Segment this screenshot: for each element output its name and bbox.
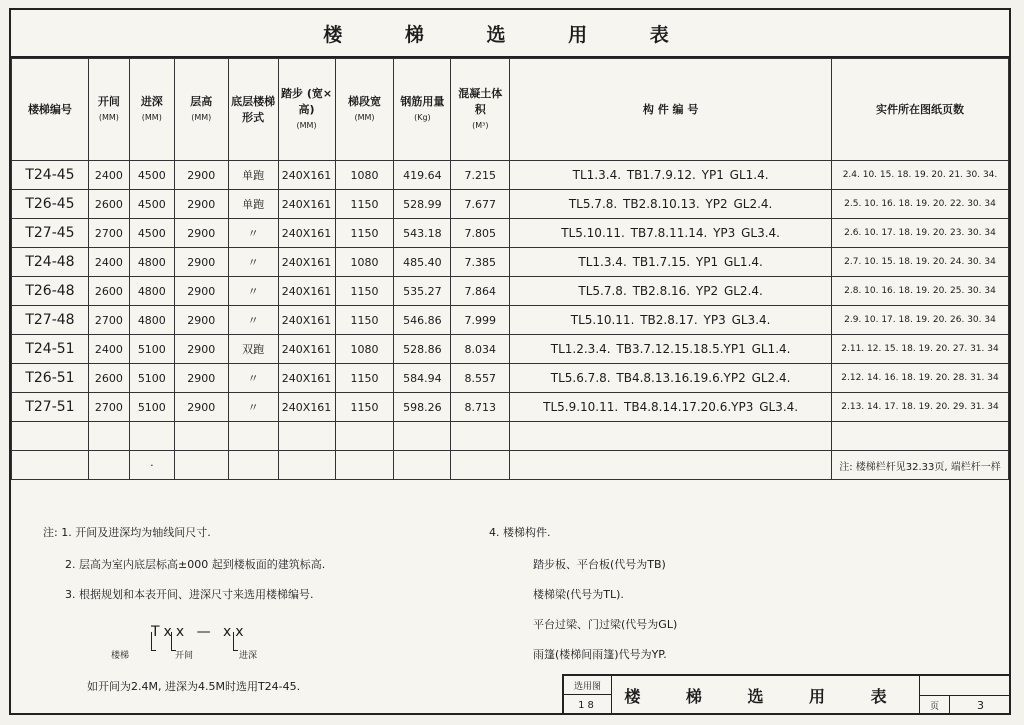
cell-step: 240X161 [278,306,335,335]
cell-steel: 419.64 [394,161,451,190]
cell-steel: 598.26 [394,393,451,422]
column-header-label: 层高 [190,94,213,108]
column-header [174,59,228,161]
cell-form: 单跑 [228,161,278,190]
cell-code: T27-51 [12,393,89,422]
cell-code: T26-51 [12,364,89,393]
cell-step: 240X161 [278,277,335,306]
cell-height: 2900 [174,161,228,190]
cell-depth: 4800 [129,306,174,335]
note-example: 如开间为2.4M, 进深为4.5M时选用T24-45. [87,680,301,693]
column-header-unit: (MM) [296,120,317,130]
cell-step: 240X161 [278,335,335,364]
cell-height: 2900 [174,277,228,306]
cell-height: 2900 [174,335,228,364]
cell-depth: 4500 [129,219,174,248]
cell-concrete: 7.677 [451,190,510,219]
cell-concrete: 8.034 [451,335,510,364]
cell-bay: 2600 [88,364,129,393]
cell-bay: 2700 [88,219,129,248]
stair-selection-table [11,58,1009,480]
column-header-label: 进深 [140,94,163,108]
note-2: 2. 层高为室内底层标高±000 起到楼板面的建筑标高. [65,558,326,571]
table-header-row [12,59,1009,161]
blank-cell [831,422,1008,451]
column-header-label: 混凝土体积 [458,86,503,116]
cell-bay: 2400 [88,161,129,190]
blank-cell [12,451,89,480]
column-header-unit: (Kg) [414,112,431,122]
cell-components: TL5.7.8. TB2.8.16. YP2 GL2.4. [510,277,832,306]
cell-form: 双跑 [228,335,278,364]
column-header [12,59,89,161]
column-header-label: 底层楼梯形式 [231,94,276,124]
column-header-label: 实件所在图纸页数 [875,102,964,116]
component-item-tl: 楼梯梁(代号为TL). [533,588,624,601]
cell-height: 2900 [174,190,228,219]
blank-cell [228,451,278,480]
cell-components: TL5.9.10.11. TB4.8.14.17.20.6.YP3 GL3.4. [510,393,832,422]
cell-steel: 535.27 [394,277,451,306]
blank-cell [335,451,394,480]
table-row [12,393,1009,422]
cell-pages: 2.12. 14. 16. 18. 19. 20. 28. 31. 34 [831,364,1008,393]
component-item-yp: 雨篷(楼梯间雨篷)代号为YP. [533,648,667,661]
blank-cell [174,451,228,480]
cell-bay: 2400 [88,248,129,277]
cell-components: TL1.3.4. TB1.7.9.12. YP1 GL1.4. [510,161,832,190]
column-header-label: 构 件 编 号 [642,102,699,116]
column-header-label: 楼梯编号 [27,102,72,116]
cell-step: 240X161 [278,364,335,393]
column-header-label: 开间 [97,94,120,108]
formula-text: Txx — xx [151,624,248,640]
cell-code: T26-45 [12,190,89,219]
cell-steel: 584.94 [394,364,451,393]
blank-cell [278,451,335,480]
cell-concrete: 7.215 [451,161,510,190]
railing-note: 注: 楼梯栏杆见32.33页, 端栏杆一样 [831,451,1008,480]
cell-concrete: 8.557 [451,364,510,393]
blank-cell [228,422,278,451]
blank-cell [174,422,228,451]
titleblock-title: 楼 梯 选 用 表 [612,676,920,715]
cell-depth: 4800 [129,248,174,277]
cell-width: 1150 [335,393,394,422]
note-1: 注: 1. 开间及进深均为轴线间尺寸. [43,526,211,539]
blank-cell [88,422,129,451]
cell-step: 240X161 [278,248,335,277]
cell-pages: 2.6. 10. 17. 18. 19. 20. 23. 30. 34 [831,219,1008,248]
cell-pages: 2.8. 10. 16. 18. 19. 20. 25. 30. 34 [831,277,1008,306]
cell-steel: 485.40 [394,248,451,277]
cell-components: TL5.7.8. TB2.8.10.13. YP2 GL2.4. [510,190,832,219]
blank-cell [278,422,335,451]
cell-form: 单跑 [228,190,278,219]
cell-depth: 4500 [129,190,174,219]
cell-height: 2900 [174,219,228,248]
component-item-tb: 踏步板、平台板(代号为TB) [533,558,666,571]
column-header [831,59,1008,161]
cell-pages: 2.13. 14. 17. 18. 19. 20. 29. 31. 34 [831,393,1008,422]
column-header [335,59,394,161]
cell-steel: 543.18 [394,219,451,248]
blank-cell [510,451,832,480]
cell-components: TL1.2.3.4. TB3.7.12.15.18.5.YP1 GL1.4. [510,335,832,364]
cell-depth: 4500 [129,161,174,190]
cell-form: 〃 [228,248,278,277]
cell-form: 〃 [228,364,278,393]
cell-components: TL5.10.11. TB2.8.17. YP3 GL3.4. [510,306,832,335]
cell-components: TL1.3.4. TB1.7.15. YP1 GL1.4. [510,248,832,277]
cell-form: 〃 [228,306,278,335]
blank-cell [335,422,394,451]
table-row [12,306,1009,335]
formula-label-stair: 楼梯 [111,651,130,661]
cell-code: T24-48 [12,248,89,277]
cell-pages: 2.5. 10. 16. 18. 19. 20. 22. 30. 34 [831,190,1008,219]
cell-bay: 2400 [88,335,129,364]
column-header-unit: (MM) [141,112,162,122]
blank-row [12,422,1009,451]
cell-pages: 2.4. 10. 15. 18. 19. 20. 21. 30. 34. [831,161,1008,190]
sheet-title: 楼 梯 选 用 表 [323,23,697,46]
column-header-label: 梯段宽 [347,94,381,108]
blank-cell [394,451,451,480]
cell-bay: 2600 [88,277,129,306]
formula-label-depth: 进深 [239,651,258,661]
cell-height: 2900 [174,364,228,393]
cell-bay: 2600 [88,190,129,219]
cell-depth: 5100 [129,364,174,393]
cell-form: 〃 [228,219,278,248]
blank-cell [12,422,89,451]
cell-code: T24-51 [12,335,89,364]
cell-width: 1150 [335,306,394,335]
cell-bay: 2700 [88,393,129,422]
cell-width: 1150 [335,364,394,393]
column-header-unit: (MM) [98,112,119,122]
cell-step: 240X161 [278,161,335,190]
blank-cell [451,422,510,451]
cell-width: 1150 [335,190,394,219]
cell-width: 1080 [335,161,394,190]
cell-concrete: 7.385 [451,248,510,277]
cell-code: T26-48 [12,277,89,306]
cell-components: TL5.10.11. TB7.8.11.14. YP3 GL3.4. [510,219,832,248]
cell-concrete: 7.864 [451,277,510,306]
cell-concrete: 8.713 [451,393,510,422]
column-header [394,59,451,161]
cell-steel: 528.99 [394,190,451,219]
table-row [12,219,1009,248]
blank-cell [129,422,174,451]
cell-pages: 2.11. 12. 15. 18. 19. 20. 27. 31. 34 [831,335,1008,364]
cell-depth: 4800 [129,277,174,306]
table-row [12,277,1009,306]
cell-form: 〃 [228,277,278,306]
title-block [562,674,1011,715]
cell-components: TL5.6.7.8. TB4.8.13.16.19.6.YP2 GL2.4. [510,364,832,393]
note-3: 3. 根据规划和本表开间、进深尺寸来选用楼梯编号. [65,588,314,601]
column-header-label: 钢筋用量 [400,94,445,108]
atlas-code-value: 18 [564,695,612,715]
column-header-unit: (MM) [354,112,375,122]
blank-row [12,451,1009,480]
cell-bay: 2700 [88,306,129,335]
cell-form: 〃 [228,393,278,422]
blank-cell [88,451,129,480]
cell-step: 240X161 [278,393,335,422]
cell-width: 1080 [335,335,394,364]
cell-height: 2900 [174,393,228,422]
formula-label-bay: 开间 [175,651,194,661]
table-row [12,364,1009,393]
column-header [510,59,832,161]
page-number: 3 [950,695,1011,715]
table-row [12,190,1009,219]
column-header [228,59,278,161]
cell-pages: 2.9. 10. 17. 18. 19. 20. 26. 30. 34 [831,306,1008,335]
blank-cell [451,451,510,480]
column-header [129,59,174,161]
cell-width: 1150 [335,219,394,248]
column-header [88,59,129,161]
column-header-unit: (M³) [472,120,489,130]
cell-height: 2900 [174,306,228,335]
formula-bracket [151,632,156,651]
column-header-label: 踏步 (宽×高) [281,86,333,116]
cell-height: 2900 [174,248,228,277]
cell-depth: 5100 [129,335,174,364]
note-4: 4. 楼梯构件. [489,526,551,539]
cell-step: 240X161 [278,190,335,219]
blank-cell [394,422,451,451]
table-row [12,335,1009,364]
sheet-title-bar [11,10,1009,58]
blank-dot: · [129,451,174,480]
cell-code: T27-45 [12,219,89,248]
cell-width: 1150 [335,277,394,306]
cell-concrete: 7.999 [451,306,510,335]
component-item-gl: 平台过梁、门过梁(代号为GL) [533,618,678,631]
cell-width: 1080 [335,248,394,277]
cell-pages: 2.7. 10. 15. 18. 19. 20. 24. 30. 34 [831,248,1008,277]
blank-cell [510,422,832,451]
table-row [12,161,1009,190]
drawing-sheet [9,8,1011,715]
cell-depth: 5100 [129,393,174,422]
column-header [451,59,510,161]
table-row [12,248,1009,277]
column-header [278,59,335,161]
cell-code: T24-45 [12,161,89,190]
formula-bracket [233,632,238,651]
cell-steel: 546.86 [394,306,451,335]
numbering-formula [109,624,289,664]
column-header-unit: (MM) [191,112,212,122]
atlas-code-label: 选用图 [564,676,612,695]
cell-concrete: 7.805 [451,219,510,248]
cell-steel: 528.86 [394,335,451,364]
cell-code: T27-48 [12,306,89,335]
cell-step: 240X161 [278,219,335,248]
page-label: 页 [920,695,950,715]
